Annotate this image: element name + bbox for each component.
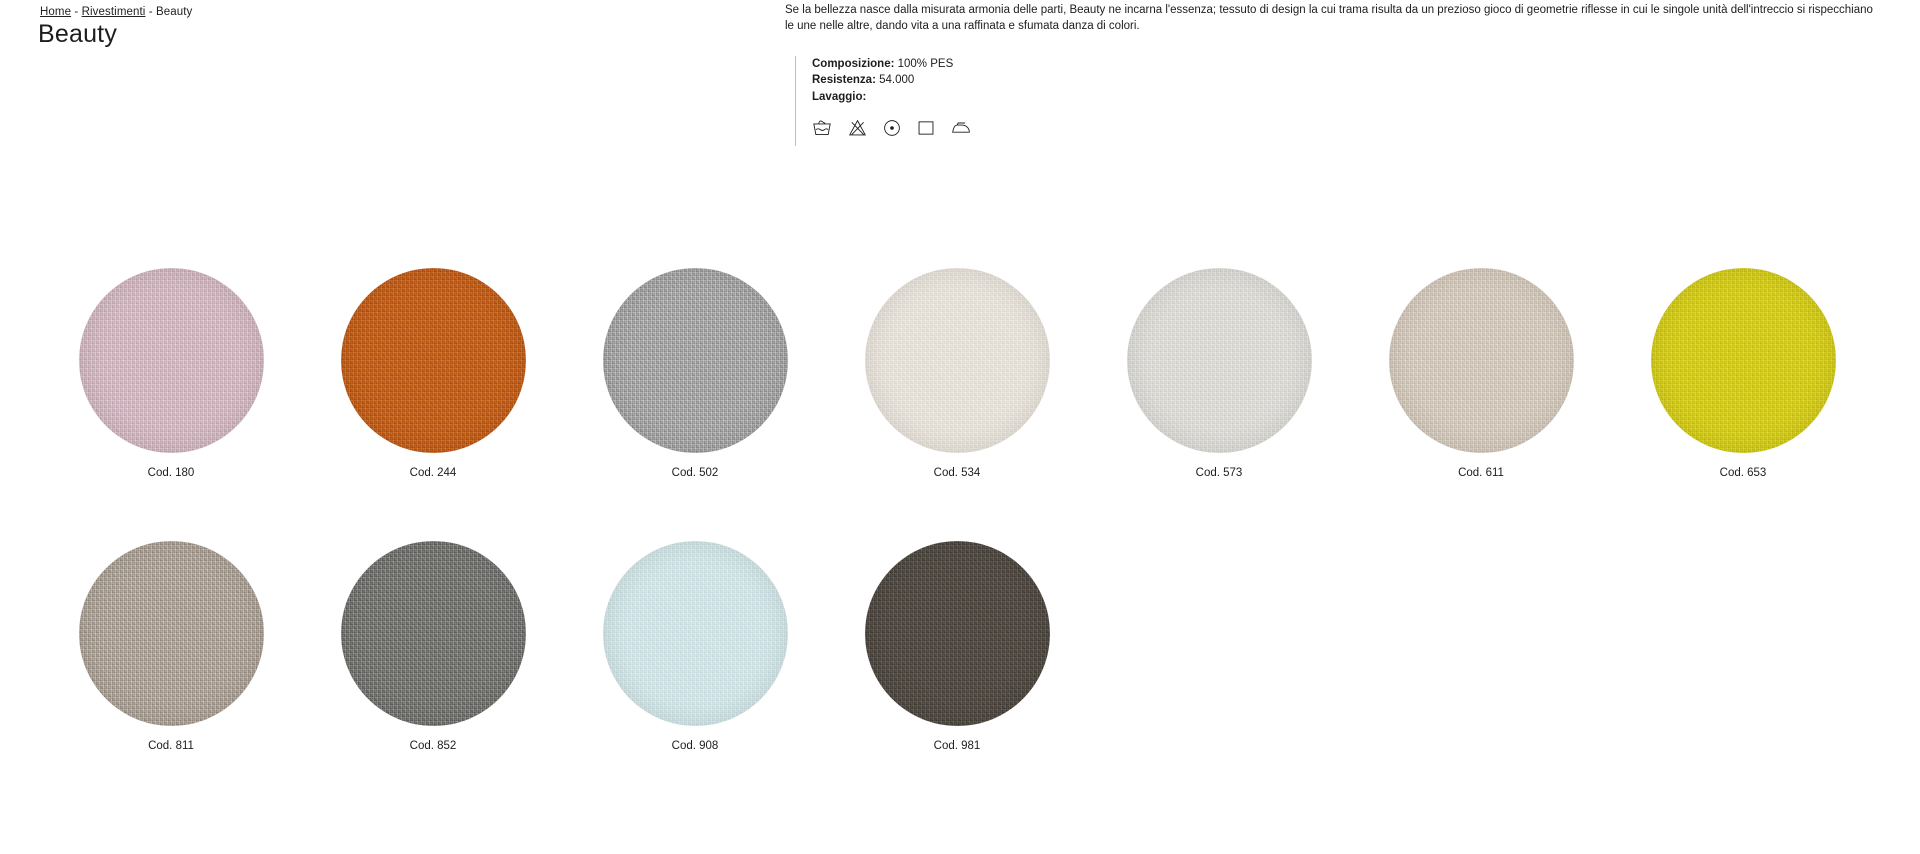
swatch-color-disc[interactable]: [341, 541, 526, 726]
no-tumble-dry-icon: [917, 119, 935, 137]
product-description: Se la bellezza nasce dalla misurata armonia delle parti, Beauty ne incarna l'essenza; tessuto di design la cui trama risulta da un prezioso gioco di geometrie riflesse in cui le singole unità dell'intreccio si rispecchiano le une nelle altre, dando vita a una raffinata e sfumata danza di colori.: [785, 4, 1873, 33]
breadcrumb-separator: -: [145, 6, 156, 18]
hand-wash-icon: [812, 119, 832, 137]
swatch-item[interactable]: [826, 541, 1088, 752]
swatch-item[interactable]: [1612, 268, 1874, 479]
swatch-item[interactable]: [302, 268, 564, 479]
swatch-label: Cod. 502: [671, 467, 719, 479]
spec-composizione-value: 100% PES: [897, 58, 954, 70]
swatch-color-disc[interactable]: [603, 268, 788, 453]
no-bleach-icon: [848, 119, 867, 137]
swatch-color-disc[interactable]: [79, 541, 264, 726]
breadcrumb: [40, 6, 192, 18]
swatch-label: Cod. 811: [148, 740, 194, 752]
swatch-color-disc[interactable]: [865, 268, 1050, 453]
breadcrumb-item-rivestimenti[interactable]: Rivestimenti: [81, 6, 146, 18]
swatch-label: Cod. 908: [671, 740, 719, 752]
spec-lavaggio-label: Lavaggio:: [812, 90, 867, 103]
swatch-item[interactable]: [40, 541, 302, 752]
swatch-item[interactable]: [564, 268, 826, 479]
swatch-item[interactable]: [826, 268, 1088, 479]
swatch-item[interactable]: [1350, 268, 1612, 479]
dry-clean-icon: [883, 119, 901, 137]
swatch-item[interactable]: [1088, 268, 1350, 479]
swatch-label: Cod. 981: [933, 740, 981, 752]
swatch-color-disc[interactable]: [1389, 268, 1574, 453]
breadcrumb-separator: -: [71, 6, 82, 18]
page-title: Beauty: [38, 20, 118, 48]
swatch-color-disc[interactable]: [865, 541, 1050, 726]
spec-block: [795, 56, 971, 146]
spec-resistenza-value: 54.000: [879, 74, 915, 87]
spec-lavaggio: [812, 89, 971, 105]
swatch-label: Cod. 534: [933, 467, 981, 479]
spec-resistenza: [812, 72, 971, 88]
swatch-color-disc[interactable]: [1651, 268, 1836, 453]
swatch-label: Cod. 611: [1458, 467, 1504, 479]
swatch-item[interactable]: [40, 268, 302, 479]
breadcrumb-item-home[interactable]: Home: [40, 6, 72, 18]
spec-resistenza-label: Resistenza:: [812, 74, 876, 87]
swatch-label: Cod. 180: [147, 467, 195, 479]
swatch-color-disc[interactable]: [79, 268, 264, 453]
swatch-label: Cod. 852: [409, 740, 457, 752]
swatch-color-disc[interactable]: [1127, 268, 1312, 453]
swatch-color-disc[interactable]: [603, 541, 788, 726]
swatch-color-disc[interactable]: [341, 268, 526, 453]
swatch-grid: [40, 268, 1890, 814]
spec-composizione-label: Composizione:: [812, 58, 895, 70]
breadcrumb-item-current: Beauty: [155, 6, 193, 18]
swatch-item[interactable]: [564, 541, 826, 752]
swatch-item[interactable]: [302, 541, 564, 752]
swatch-label: Cod. 244: [409, 467, 457, 479]
swatch-label: Cod. 653: [1719, 467, 1767, 479]
iron-icon: [951, 120, 971, 136]
swatch-label: Cod. 573: [1195, 467, 1243, 479]
spec-composizione: [812, 56, 971, 72]
care-icons: [812, 119, 971, 137]
